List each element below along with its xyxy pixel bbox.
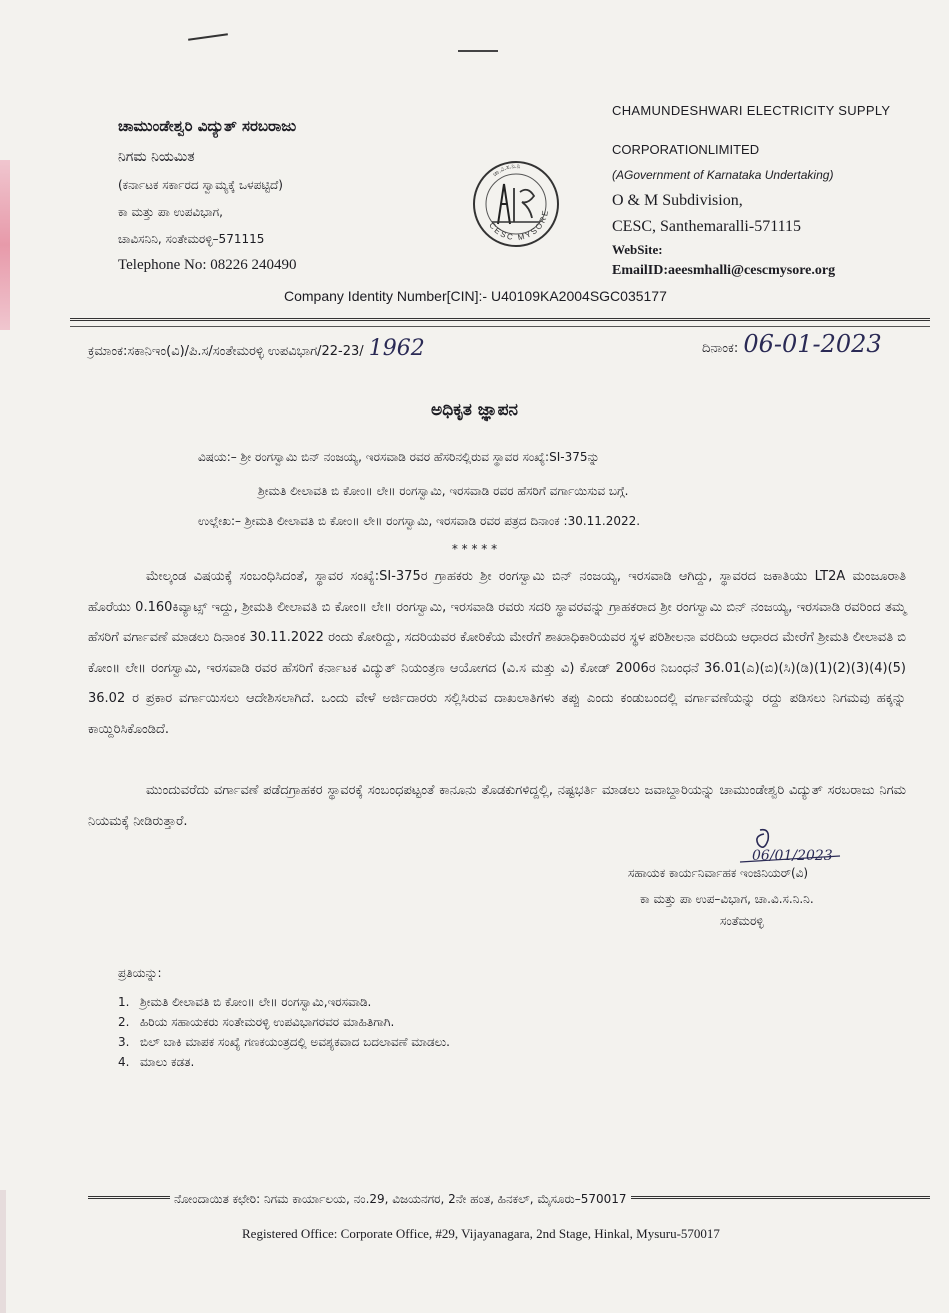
- subject-line-2: ಶ್ರೀಮತಿ ಲೀಲಾವತಿ ಬಿ ಕೋಂ॥ ಲೇ॥ ರಂಗಸ್ವಾಮಿ, ಇರಸವಾಡಿ ರವರ ಹೆಸರಿಗೆ ವರ್ಗಾಯಿಸುವ ಬಗ್ಗೆ.: [258, 484, 629, 498]
- signature-designation: ಸಹಾಯಕ ಕಾರ್ಯನಿರ್ವಾಹಕ ಇಂಜಿನಿಯರ್(ವಿ): [628, 866, 809, 880]
- header-left: [118, 110, 418, 278]
- footer-line-en: Registered Office: Corporate Office, #29, Vijayanagara, 2nd Stage, Hinkal, Mysuru-570017: [242, 1226, 720, 1241]
- list-item: 3. ಬಿಲ್ ಬಾಕಿ ಮಾಪಕ ಸಂಖ್ಯೆ ಗಣಕಯಂತ್ರದಲ್ಲಿ ಅವಶ್ಯಕವಾದ ಬದಲಾವಣೆ ಮಾಡಲು.: [118, 1035, 450, 1049]
- org-name-line1: CHAMUNDESHWARI ELECTRICITY SUPPLY: [612, 103, 891, 118]
- copy-to-list: [118, 992, 450, 1072]
- signature-office: ಕಾ ಮತ್ತು ಪಾ ಉಪ–ವಿಭಾಗ, ಚಾ.ವಿ.ಸ.ನಿ.ನಿ.: [640, 892, 814, 906]
- reference-line: ಉಲ್ಲೇಖ:– ಶ್ರೀಮತಿ ಲೀಲಾವತಿ ಬಿ ಕೋಂ॥ ಲೇ॥ ರಂಗಸ್ವಾಮಿ, ಇರಸವಾಡಿ ರವರ ಪತ್ರದ ದಿನಾಂಕ :30.11.2022.: [198, 514, 641, 528]
- header-rule-thin: [70, 326, 930, 327]
- footer-line-kn: ನೋಂದಾಯಿತ ಕಛೇರಿ: ನಿಗಮ ಕಾರ್ಯಾಲಯ, ನಂ.29, ವಿಜಯನಗರ, 2ನೇ ಹಂತ, ಹಿನಕಲ್, ಮೈಸೂರು–570017: [170, 1192, 631, 1207]
- date-label: ದಿನಾಂಕ:: [702, 341, 739, 356]
- office: O & M Subdivision,: [612, 192, 743, 209]
- list-item: 2. ಹಿರಿಯ ಸಹಾಯಕರು ಸಂತೇಮರಳ್ಳಿ ಉಪವಿಭಾಗರವರ ಮಾಹಿತಿಗಾಗಿ.: [118, 1015, 395, 1029]
- ref-number-label: ಕ್ರಮಾಂಕ:ಸಕಾನಿಇಂ(ವಿ)/ಪಿ.ಸ/ಸಂತೇಮರಳ್ಳಿ ಉಪವಿಭಾಗ/22-23/: [88, 344, 364, 359]
- email: EmailID:aeesmhalli@cescmysore.org: [612, 263, 836, 278]
- memo-title: ಅಧಿಕೃತ ಜ್ಞಾಪನ: [431, 400, 518, 420]
- list-item: 1. ಶ್ರೀಮತಿ ಲೀಲಾವತಿ ಬಿ ಕೋಂ॥ ಲೇ॥ ರಂಗಸ್ವಾಮಿ,ಇರಸವಾಡಿ.: [118, 995, 372, 1009]
- telephone: Telephone No: 08226 240490: [118, 257, 297, 273]
- date-line: [702, 330, 882, 358]
- signature-date: 06/01/2023: [752, 848, 833, 864]
- org-name-line2: CORPORATIONLIMITED: [612, 142, 760, 157]
- list-item: 4. ಮಾಲು ಕಡತ.: [118, 1055, 195, 1069]
- body-paragraph-1: ಮೇಲ್ಕಂಡ ವಿಷಯಕ್ಕೆ ಸಂಬಂಧಿಸಿದಂತೆ, ಸ್ಥಾವರ ಸಂಖ್ಯೆ:SI-375ರ ಗ್ರಾಹಕರು ಶ್ರೀ ರಂಗಸ್ವಾಮಿ ಬಿನ್ ನಂಜಯ್ಯ, ಇರಸವಾಡಿ ಆಗಿದ್ದು, ಸ್ಥಾವರದ ಜಕಾತಿಯು LT2A ಮಂಜೂರಾತಿ ಹೊರೆಯು 0.160ಕಿವ್ಯಾಟ್ಸ್ ಇದ್ದು, ಶ್ರೀಮತಿ ಲೀಲಾವತಿ ಬಿ ಕೋಂ॥ ಲೇ॥ ರಂಗಸ್ವಾಮಿ, ಇರಸವಾಡಿ ರವರು ಸದರಿ ಸ್ಥಾವರವನ್ನು ಗ್ರಾಹಕರಾದ ಶ್ರೀ ರಂಗಸ್ವಾಮಿ ಬಿನ್ ನಂಜಯ್ಯ, ಇರಸವಾಡಿ ರವರಿಂದ ತಮ್ಮ ಹೆಸರಿಗೆ ವರ್ಗಾವಣೆ ಮಾಡಲು ದಿನಾಂಕ 30.11.2022 ರಂದು ಕೋರಿದ್ದು, ಸದರಿಯವರ ಕೋರಿಕೆಯ ಮೇರೆಗೆ ಶಾಖಾಧಿಕಾರಿಯವರ ಸ್ಥಳ ಪರಿಶೀಲನಾ ವರದಿಯ ಆಧಾರದ ಮೇರೆಗೆ ಶ್ರೀಮತಿ ಲೀಲಾವತಿ ಬಿ ಕೋಂ॥ ಲೇ॥ ರಂಗಸ್ವಾಮಿ, ಇರಸವಾಡಿ ರವರ ಹೆಸರಿಗೆ ಕರ್ನಾಟಕ ವಿದ್ಯುತ್ ನಿಯಂತ್ರಣ ಆಯೋಗದ (ವಿ.ಸ ಮತ್ತು ವಿ) ಕೋಡ್ 2006ರ ನಿಬಂಧನೆ 36.01(ಎ)(ಬಿ)(ಸಿ)(ಡಿ)(1)(2)(3)(4)(5) 36.02 ರ ಪ್ರಕಾರ ವರ್ಗಾಯಿಸಲು ಆದೇಶಿಸಲಾಗಿದೆ. ಒಂದು ವೇಳೆ ಅರ್ಜಿದಾರರು ಸಲ್ಲಿಸಿರುವ ದಾಖಲಾತಿಗಳು ತಪ್ಪು ಎಂದು ಕಂಡುಬಂದಲ್ಲಿ ವರ್ಗಾವಣೆಯನ್ನು ರದ್ದು ಪಡಿಸಲು ನಿಗಮವು ಹಕ್ಕನ್ನು ಕಾಯ್ದಿರಿಸಿಕೊಂಡಿದೆ.: [88, 569, 911, 737]
- ref-number-handwritten: 1962: [368, 336, 425, 361]
- scan-mark: [458, 50, 498, 52]
- page-edge-stain: [0, 160, 10, 330]
- copy-to-heading: ಪ್ರತಿಯನ್ನು:: [118, 966, 162, 980]
- date-handwritten: 06-01-2023: [743, 330, 882, 358]
- header-right: [612, 100, 932, 282]
- subject-line-1: ವಿಷಯ:– ಶ್ರೀ ರಂಗಸ್ವಾಮಿ ಬಿನ್ ನಂಜಯ್ಯ, ಇರಸವಾಡಿ ರವರ ಹೆಸರಿನಲ್ಲಿರುವ ಸ್ಥಾವರ ಸಂಖ್ಯೆ:SI-375ನ್ನು: [198, 450, 600, 464]
- scan-mark: [188, 33, 228, 41]
- cesc-logo: [470, 158, 562, 250]
- body-paragraph-2: ಮುಂದುವರೆದು ವರ್ಗಾವಣೆ ಪಡೆದಗ್ರಾಹಕರ ಸ್ಥಾವರಕ್ಕೆ ಸಂಬಂಧಪಟ್ಟಂತೆ ಕಾನೂನು ತೊಡಕುಗಳಿದ್ದಲ್ಲಿ, ನಷ್ಟಭರ್ತಿ ಮಾಡಲು ಜವಾಬ್ದಾರಿಯನ್ನು ಚಾಮುಂಡೇಶ್ವರಿ ವಿದ್ಯುತ್ ಸರಬರಾಜು ನಿಗಮ ನಿಯಮಕ್ಕೆ ನೀಡಿರುತ್ತಾರೆ.: [88, 783, 911, 829]
- logo-ring-text-kn: ಚಾ.ವಿ.ಸ.ನಿ.ನಿ: [491, 162, 521, 179]
- address: CESC, Santhemaralli-571115: [612, 218, 802, 235]
- page-edge-shadow: [0, 1190, 6, 1313]
- separator: * * * * *: [451, 542, 498, 556]
- govt-line: (AGovernment of Karnataka Undertaking): [612, 168, 834, 182]
- org-type-kn: ನಿಗಮ ನಿಯಮಿತ: [118, 149, 195, 165]
- signature-place: ಸಂತೆಮರಳ್ಳಿ: [720, 914, 764, 928]
- logo-ring-text: CESC MYSORE: [487, 208, 551, 243]
- cin-line: Company Identity Number[CIN]:- U40109KA2004SGC035177: [284, 288, 667, 304]
- header-rule: [70, 318, 930, 321]
- org-name-kn: ಚಾಮುಂಡೇಶ್ವರಿ ವಿದ್ಯುತ್ ಸರಬರಾಜು: [118, 117, 297, 135]
- address-kn: ಚಾವಿಸನಿನಿ, ಸಂತೇಮರಳ್ಳಿ–571115: [118, 232, 265, 246]
- website: WebSite:: [612, 242, 663, 257]
- office-kn: ಕಾ ಮತ್ತು ಪಾ ಉಪವಿಭಾಗ,: [118, 205, 223, 219]
- govt-line-kn: (ಕರ್ನಾಟಕ ಸರ್ಕಾರದ ಸ್ವಾಮ್ಯಕ್ಕೆ ಒಳಪಟ್ಟಿದೆ): [118, 178, 283, 192]
- ref-line: [88, 336, 425, 361]
